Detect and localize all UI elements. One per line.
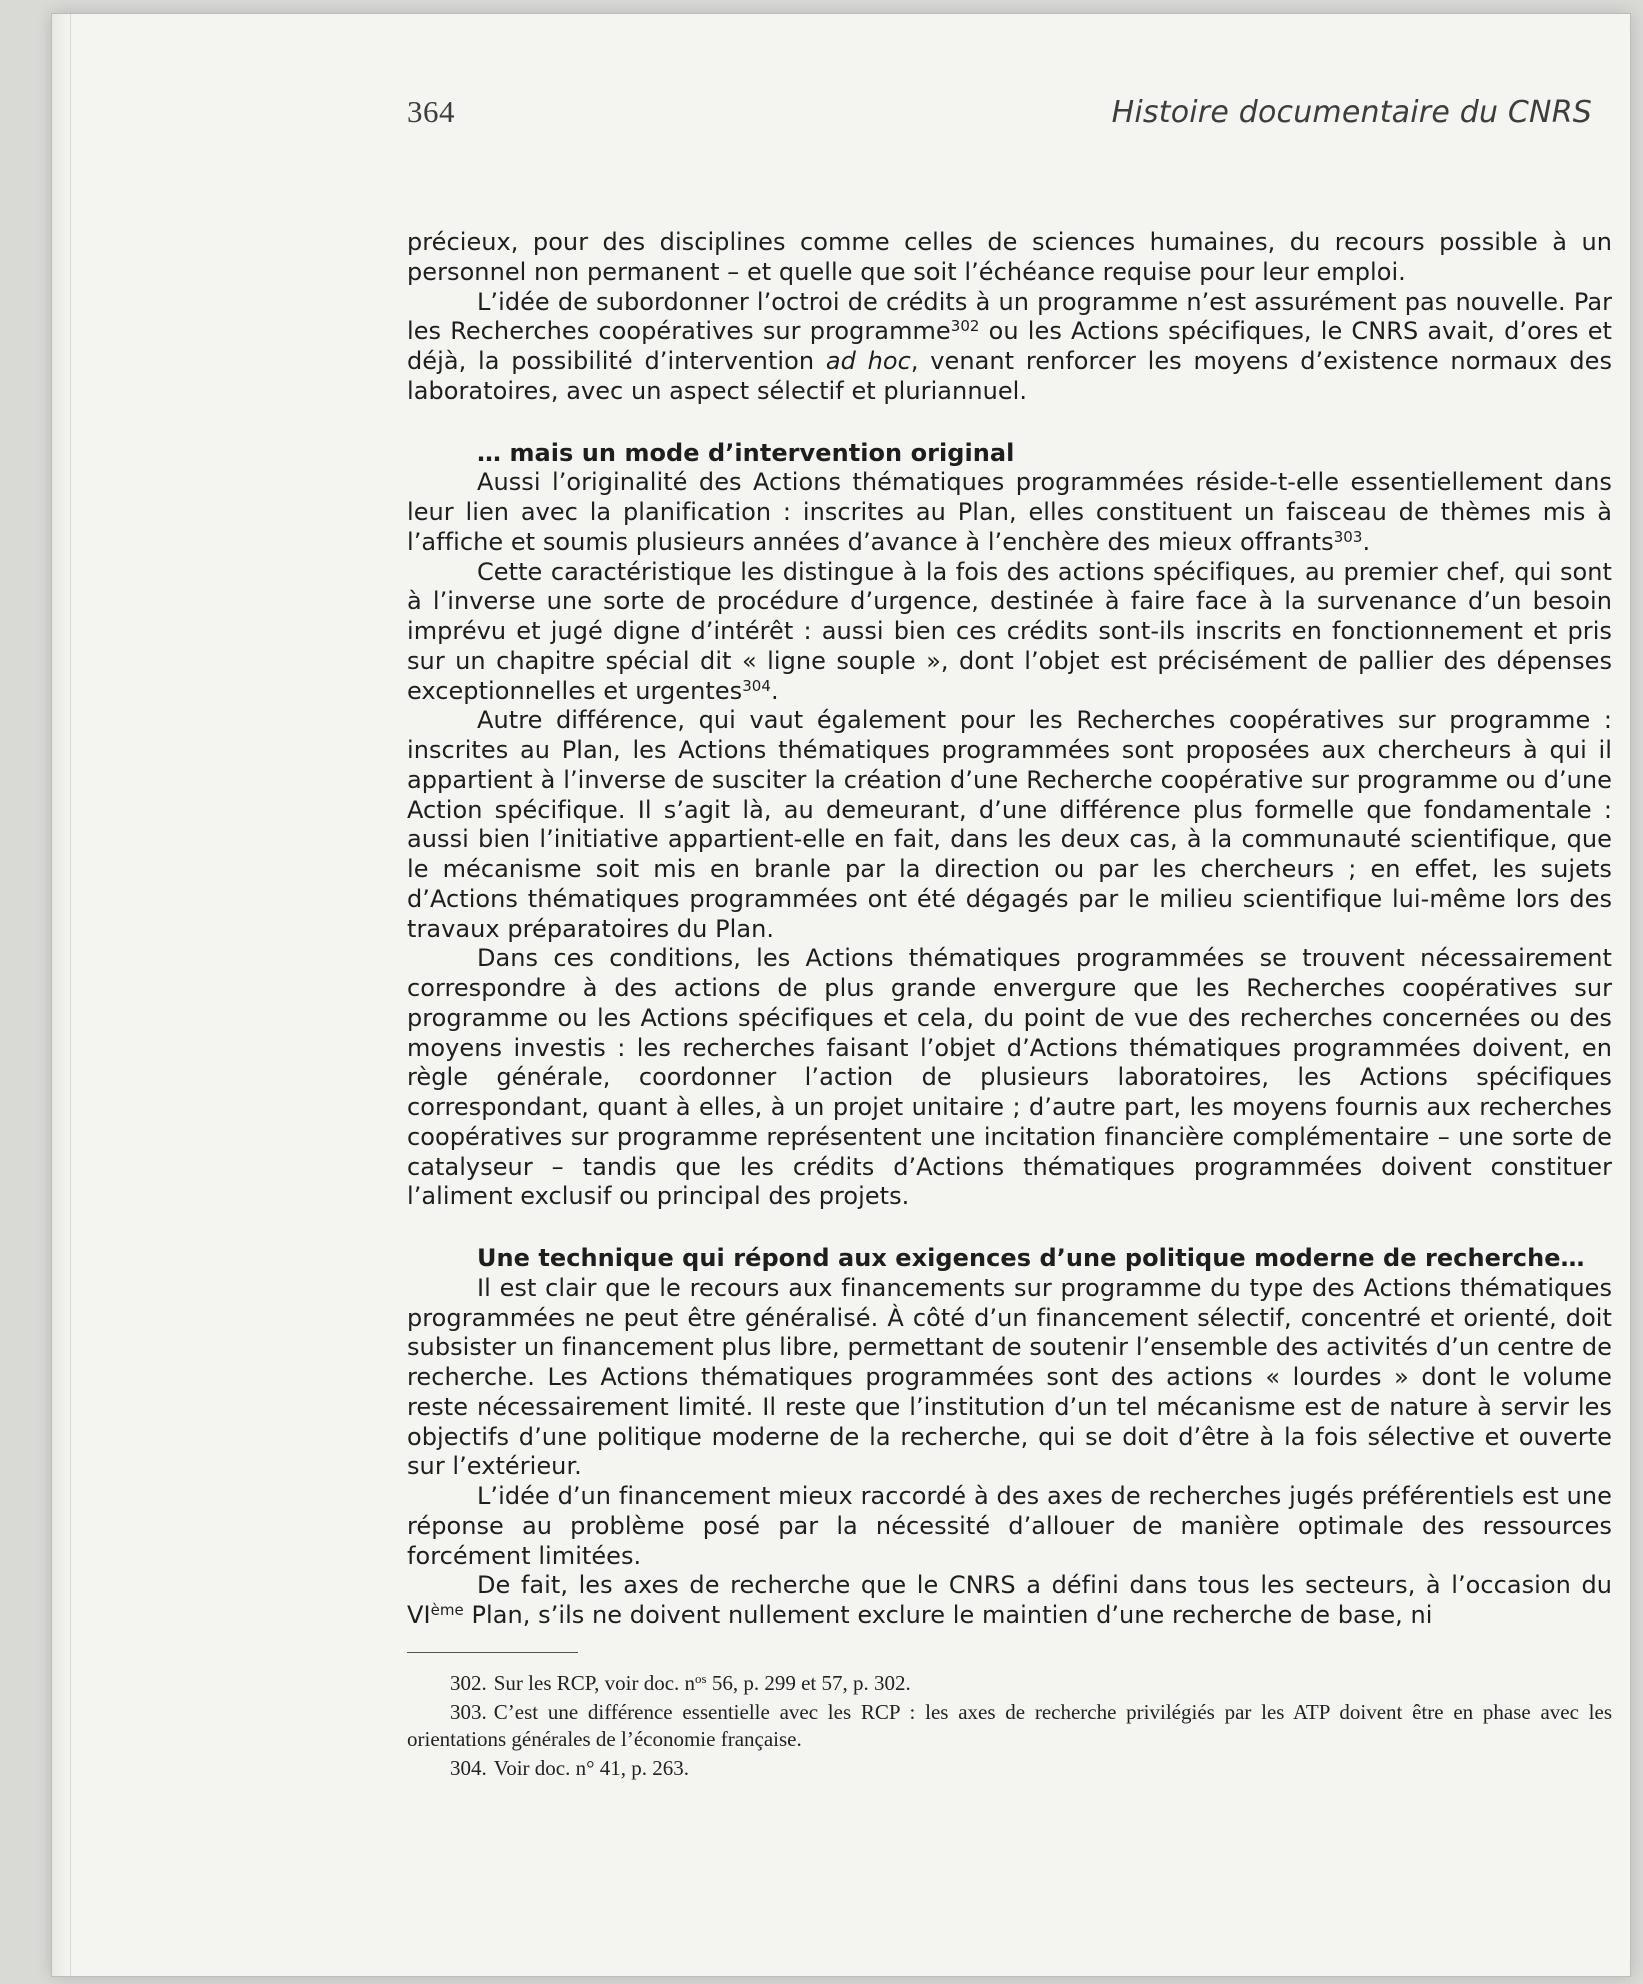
footnote-303 — [407, 1699, 1612, 1752]
footnote-superscript: os — [695, 1671, 707, 1686]
footnote-ref-304: 304 — [742, 676, 771, 695]
paragraph-4-end: . — [771, 676, 779, 705]
paragraph-9-text-b: Plan, s’ils ne doivent nullement exclure le maintien d’une recherche de base, ni — [463, 1601, 1433, 1629]
paragraph-5: Autre différence, qui vaut également pour les Recherches coopératives sur programme : inscrites au Plan, les Actions thématiques programmées sont proposées aux chercheurs à qui il appartient à l’inverse de susciter la création d’une Recherche coopérative sur programme ou d’une Action spécifique. Il s’agit là, au demeurant, d’une différence plus formelle que fondamentale : aussi bien l’initiative appartient-elle en fait, dans les deux cas, à la communauté scientifique, que le mécanisme soit mis en branle par la direction ou par les chercheurs ; en effet, les sujets d’Actions thématiques programmées ont été dégagés par le milieu scientifique lui-même lors des travaux préparatoires du Plan. — [407, 706, 1612, 943]
footnote-text-end: 56, p. 299 et 57, p. 302. — [706, 1671, 911, 1695]
footnote-number: 302. — [450, 1671, 487, 1695]
paragraph-2-text-a: L’idée de subordonner l’octroi de crédits à un programme n’est assurément pas nouvelle. Par les Recherches coopératives sur programme — [407, 287, 1612, 346]
paragraph-2-italic: ad hoc — [825, 347, 911, 375]
main-text — [407, 228, 1612, 1631]
paragraph-1 — [407, 228, 1612, 288]
section-heading-original: … mais un mode d’intervention original — [477, 438, 1015, 467]
footnotes — [407, 1670, 1612, 1784]
paragraph-3-text: Aussi l’originalité des Actions thématiques programmées réside-t-elle essentiellement dans leur lien avec la planification : inscrites au Plan, elles constituent un faisceau de thèmes mis à l’affiche et soumis plusieurs années d’avance à l’enchère des mieux offrants — [407, 468, 1612, 556]
footnote-text: Voir doc. n° 41, p. 263. — [493, 1755, 690, 1780]
paragraph-1-text: précieux, pour des disciplines comme celles de sciences humaines, du recours possible à un personnel non permanent – et quelle que soit l’échéance requise pour leur emploi. — [407, 228, 1612, 286]
footnote-number: 303. — [450, 1700, 487, 1725]
running-header — [407, 94, 1592, 144]
running-title: Histoire documentaire du CNRS — [1111, 95, 1592, 130]
paragraph-9-text-a: De fait, les axes de recherche que le CNRS a défini dans tous les secteurs, à l’occasion du VI — [407, 1571, 1612, 1629]
footnote-302 — [407, 1670, 1612, 1696]
footnote-ref-303: 303 — [1333, 527, 1363, 546]
page-number: 364 — [407, 94, 455, 129]
paragraph-4 — [407, 558, 1612, 707]
footnote-304 — [407, 1755, 1612, 1781]
page-stack-edge — [52, 14, 71, 1976]
paragraph-2 — [407, 288, 1612, 407]
footnote-separator — [407, 1652, 578, 1653]
document-page — [52, 14, 1630, 1976]
paragraph-8: L’idée d’un financement mieux raccordé à des axes de recherches jugés préférentiels est une réponse au problème posé par la nécessité d’allouer de manière optimale des ressources forcément limitées. — [407, 1482, 1612, 1570]
paragraph-3 — [407, 468, 1612, 557]
paragraph-7: Il est clair que le recours aux financements sur programme du type des Actions thématiques programmées ne peut être généralisé. À côté d’un financement sélectif, concentré et orienté, doit subsister un financement plus libre, permettant de soutenir l’ensemble des activités d’un centre de recherche. Les Actions thématiques programmées sont des actions « lourdes » dont le volume reste nécessairement limité. Il reste que l’institution d’un tel mécanisme est de nature à servir les objectifs d’une politique moderne de la recherche, qui se doit d’être à la fois sélective et ouverte sur l’extérieur. — [407, 1273, 1612, 1481]
ordinal-superscript: ème — [430, 1601, 464, 1619]
footnote-ref-302: 302 — [950, 317, 980, 336]
paragraph-3-end: . — [1362, 527, 1371, 556]
paragraph-2-text-b: ou les Actions spécifiques, le CNRS avait, d’ores et déjà, la possibilité d’intervention — [407, 317, 1612, 375]
section-heading-technique: Une technique qui répond aux exigences d’une politique moderne de recherche… — [477, 1244, 1585, 1272]
paragraph-2-text-c: , venant renforcer les moyens d’existence normaux des laboratoires, avec un aspect sélectif et pluriannuel. — [407, 347, 1613, 405]
paragraph-6: Dans ces conditions, les Actions thématiques programmées se trouvent nécessairement correspondre à des actions de plus grande envergure que les Recherches coopératives sur programme ou les Actions spécifiques et cela, du point de vue des recherches concernées ou des moyens investis : les recherches faisant l’objet d’Actions thématiques programmées doivent, en règle générale, coordonner l’action de plusieurs laboratoires, les Actions spécifiques correspondant, quant à elles, à un projet unitaire ; d’autre part, les moyens fournis aux recherches coopératives sur programme représentent une incitation financière complémentaire – une sorte de catalyseur – tandis que les crédits d’Actions thématiques programmées doivent constituer l’aliment exclusif ou principal des projets. — [407, 944, 1612, 1211]
paragraph-9 — [407, 1571, 1612, 1631]
paragraph-4-text: Cette caractéristique les distingue à la fois des actions spécifiques, au premier chef, qui sont à l’inverse une sorte de procédure d’urgence, destinée à faire face à la survenance d’un besoin imprévu et jugé digne d’intérêt : aussi bien ces crédits sont-ils inscrits en fonctionnement et pris sur un chapitre spécial dit « ligne souple », dont l’objet est précisément de pallier des dépenses exceptionnelles et urgentes — [407, 557, 1612, 705]
footnote-number: 304. — [450, 1755, 487, 1780]
footnote-text: C’est une différence essentielle avec les RCP : les axes de recherche privilégiés par les ATP doivent être en phase avec les orientations générales de l’économie française. — [407, 1700, 1612, 1751]
footnote-text: Sur les RCP, voir doc. n — [493, 1671, 696, 1695]
